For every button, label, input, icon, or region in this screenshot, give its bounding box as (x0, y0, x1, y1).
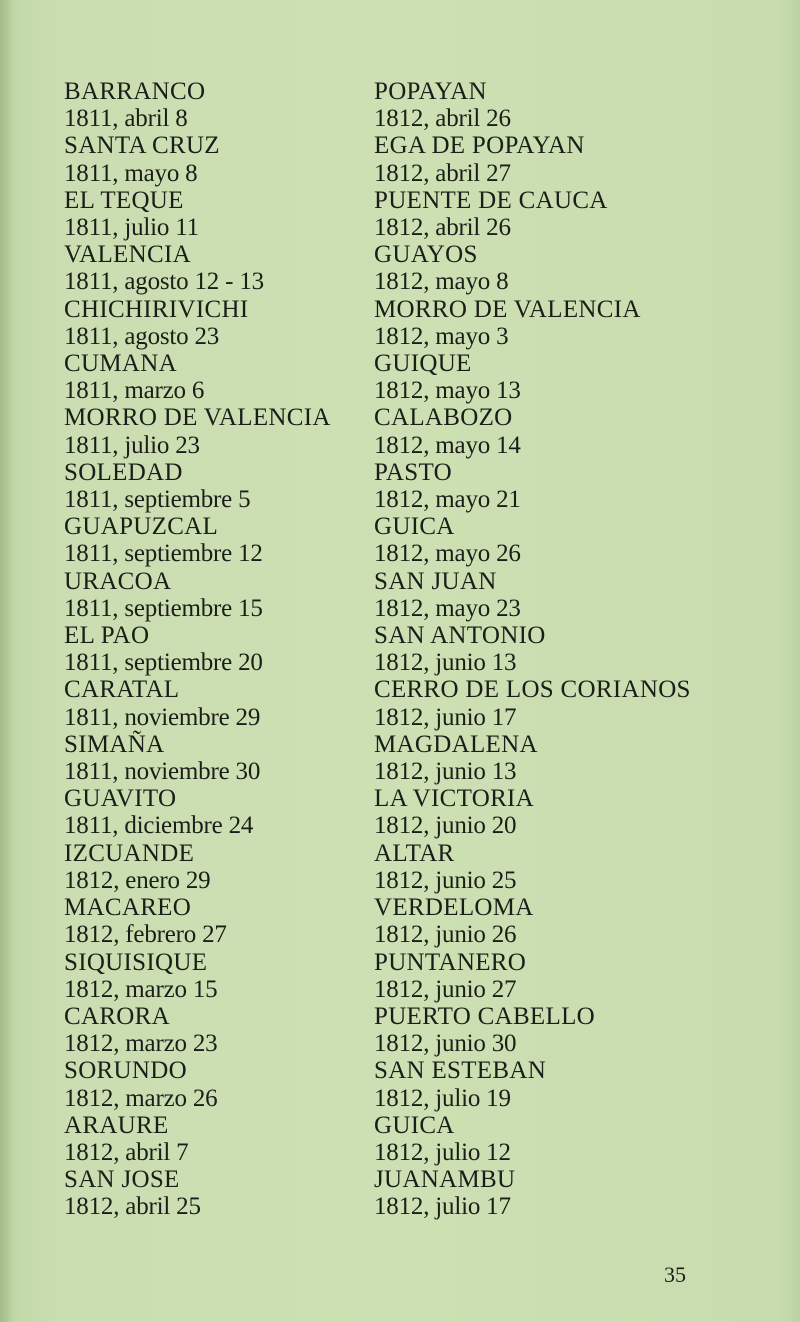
list-item (374, 894, 794, 948)
list-item (374, 1003, 794, 1057)
place-name: SIMAÑA (64, 730, 165, 758)
place-name: SAN ANTONIO (374, 622, 546, 650)
list-item (374, 1166, 794, 1220)
list-item (374, 78, 794, 132)
battle-date: 1811, septiembre 15 (64, 594, 263, 622)
list-item (374, 459, 794, 513)
battle-date: 1812, junio 13 (374, 649, 517, 677)
list-item (64, 1166, 384, 1220)
battle-date: 1811, abril 8 (64, 105, 188, 133)
list-item (374, 949, 794, 1003)
place-name: MORRO DE VALENCIA (374, 295, 641, 323)
place-name: SAN JOSE (64, 1166, 180, 1194)
right-column (374, 78, 794, 1221)
battle-date: 1812, junio 26 (374, 921, 517, 949)
list-item (64, 731, 384, 785)
battle-date: 1811, septiembre 5 (64, 486, 251, 514)
list-item (64, 840, 384, 894)
place-name: CERRO DE LOS CORIANOS (374, 676, 691, 704)
battle-date: 1811, marzo 6 (64, 377, 205, 405)
place-name: LA VICTORIA (374, 785, 535, 813)
battle-date: 1812, abril 25 (64, 1193, 201, 1221)
place-name: POPAYAN (374, 78, 487, 105)
battle-date: 1812, julio 12 (374, 1138, 511, 1166)
list-item (64, 1112, 384, 1166)
battle-date: 1812, abril 27 (374, 159, 511, 187)
place-name: PUENTE DE CAUCA (374, 186, 608, 214)
battle-date: 1812, junio 30 (374, 1030, 517, 1058)
battle-date: 1812, julio 19 (374, 1084, 511, 1112)
battle-date: 1812, mayo 3 (374, 322, 509, 350)
list-item (374, 296, 794, 350)
list-item (64, 1003, 384, 1057)
list-item (64, 785, 384, 839)
battle-date: 1812, mayo 8 (374, 268, 509, 296)
place-name: PUNTANERO (374, 948, 527, 976)
battle-date: 1811, julio 23 (64, 431, 200, 459)
battle-date: 1812, mayo 13 (374, 377, 521, 405)
list-item (374, 350, 794, 404)
list-item (64, 513, 384, 567)
list-item (64, 622, 384, 676)
battle-date: 1812, mayo 26 (374, 540, 521, 568)
list-item (374, 1057, 794, 1111)
list-item (64, 350, 384, 404)
page-number: 35 (664, 1262, 686, 1287)
place-name: CARORA (64, 1002, 170, 1030)
place-name: JUANAMBU (374, 1166, 516, 1194)
list-item (64, 78, 384, 132)
battle-date: 1812, abril 26 (374, 105, 511, 133)
place-name: VERDELOMA (374, 894, 534, 922)
battle-date: 1812, junio 13 (374, 758, 517, 786)
list-item (374, 731, 794, 785)
place-name: PUERTO CABELLO (374, 1002, 595, 1030)
list-item (374, 785, 794, 839)
battle-date: 1812, marzo 23 (64, 1030, 218, 1058)
place-name: GUAVITO (64, 785, 177, 813)
list-item (64, 894, 384, 948)
battle-date: 1812, mayo 21 (374, 486, 521, 514)
list-item (374, 1112, 794, 1166)
place-name: MAGDALENA (374, 730, 538, 758)
battle-date: 1811, diciembre 24 (64, 812, 254, 840)
list-item (374, 241, 794, 295)
list-item (374, 622, 794, 676)
place-name: CALABOZO (374, 404, 513, 432)
list-item (374, 513, 794, 567)
place-name: EL TEQUE (64, 186, 184, 214)
list-item (374, 187, 794, 241)
list-item (64, 1057, 384, 1111)
list-item (64, 404, 384, 458)
list-item (374, 404, 794, 458)
place-name: GUICA (374, 513, 455, 541)
battle-date: 1812, marzo 15 (64, 975, 218, 1003)
battle-date: 1812, mayo 23 (374, 594, 521, 622)
battle-date: 1811, mayo 8 (64, 159, 198, 187)
battle-date: 1811, agosto 23 (64, 322, 220, 350)
battle-date: 1812, marzo 26 (64, 1084, 218, 1112)
list-item (64, 241, 384, 295)
place-name: SAN JUAN (374, 567, 497, 595)
list-item (64, 132, 384, 186)
battle-date: 1811, noviembre 30 (64, 758, 261, 786)
list-item (374, 568, 794, 622)
place-name: SOLEDAD (64, 458, 183, 486)
place-name: ARAURE (64, 1111, 169, 1139)
list-item (64, 187, 384, 241)
battle-date: 1812, junio 17 (374, 703, 517, 731)
place-name: URACOA (64, 567, 172, 595)
battle-date: 1812, junio 20 (374, 812, 517, 840)
battle-date: 1811, noviembre 29 (64, 703, 261, 731)
place-name: PASTO (374, 458, 452, 486)
place-name: SANTA CRUZ (64, 132, 220, 160)
place-name: GUIQUE (374, 350, 472, 378)
list-item (64, 568, 384, 622)
place-name: SAN ESTEBAN (374, 1057, 547, 1085)
battle-date: 1812, enero 29 (64, 866, 211, 894)
battle-date: 1811, julio 11 (64, 214, 199, 242)
list-item (374, 132, 794, 186)
list-item (64, 296, 384, 350)
place-name: EL PAO (64, 622, 150, 650)
list-item (374, 840, 794, 894)
battle-date: 1812, julio 17 (374, 1193, 511, 1221)
place-name: EGA DE POPAYAN (374, 132, 585, 160)
battle-date: 1812, junio 27 (374, 975, 517, 1003)
place-name: CARATAL (64, 676, 180, 704)
place-name: ALTAR (374, 839, 455, 867)
place-name: MORRO DE VALENCIA (64, 404, 331, 432)
battle-date: 1812, abril 7 (64, 1138, 189, 1166)
place-name: SORUNDO (64, 1057, 187, 1085)
place-name: VALENCIA (64, 241, 191, 269)
battle-date: 1812, abril 26 (374, 214, 511, 242)
battle-date: 1812, junio 25 (374, 866, 517, 894)
place-name: GUAYOS (374, 241, 478, 269)
place-name: CUMANA (64, 350, 177, 378)
place-name: IZCUANDE (64, 839, 195, 867)
battle-date: 1812, febrero 27 (64, 921, 227, 949)
page-spine-shadow (0, 0, 14, 1322)
place-name: CHICHIRIVICHI (64, 295, 249, 323)
left-column (64, 78, 384, 1221)
place-name: GUICA (374, 1111, 455, 1139)
battle-date: 1811, agosto 12 - 13 (64, 268, 264, 296)
place-name: SIQUISIQUE (64, 948, 208, 976)
place-name: BARRANCO (64, 78, 206, 105)
list-item (64, 459, 384, 513)
battle-date: 1811, septiembre 20 (64, 649, 263, 677)
list-item (64, 949, 384, 1003)
list-item (374, 676, 794, 730)
battle-date: 1811, septiembre 12 (64, 540, 263, 568)
place-name: MACAREO (64, 894, 192, 922)
list-item (64, 676, 384, 730)
place-name: GUAPUZCAL (64, 513, 219, 541)
battle-date: 1812, mayo 14 (374, 431, 521, 459)
